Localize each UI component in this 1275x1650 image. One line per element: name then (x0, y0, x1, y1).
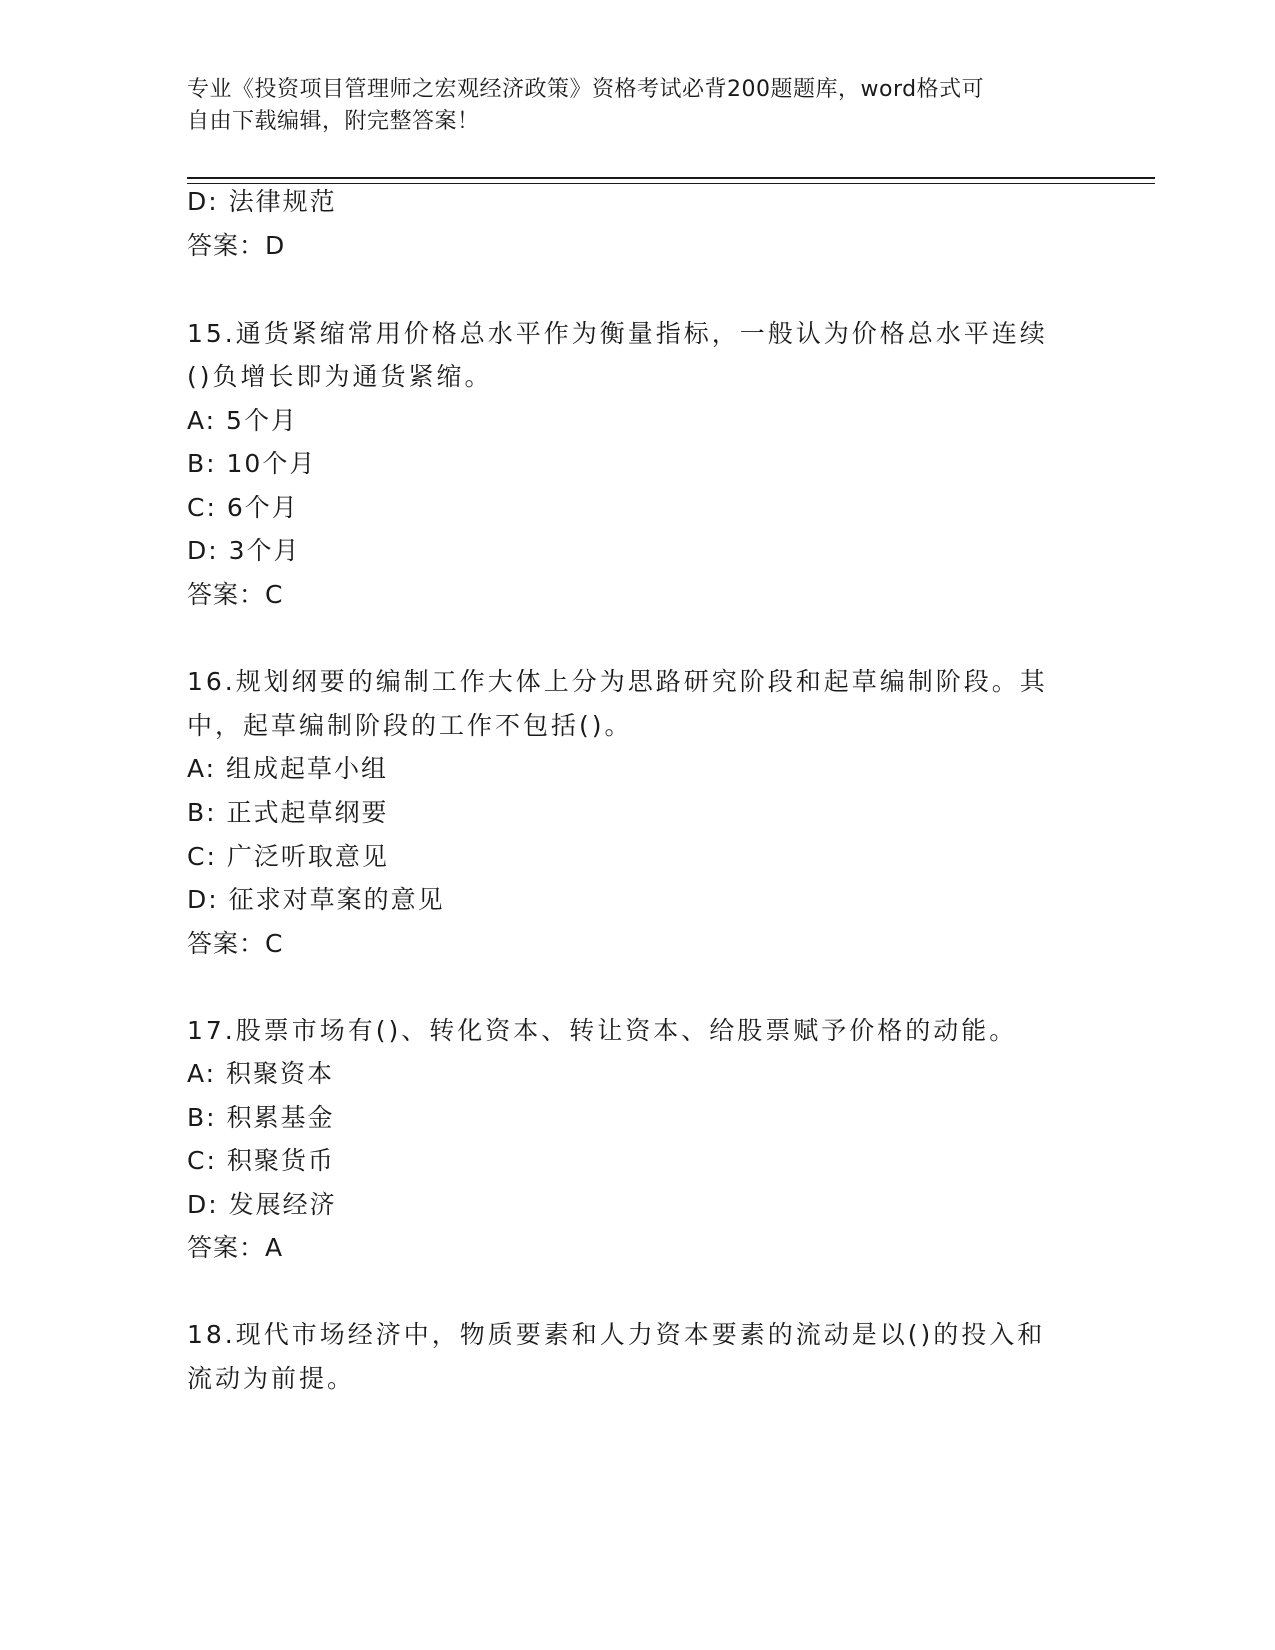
q16-option-d: D: 征求对草案的意见 (187, 885, 445, 914)
document-header (187, 74, 1067, 138)
q18-text-line-1: 18.现代市场经济中，物质要素和人力资本要素的流动是以()的投入和 (187, 1320, 1046, 1349)
q17-text-line-1: 17.股票市场有()、转化资本、转让资本、给股票赋予价格的动能。 (187, 1016, 1018, 1045)
q16-option-c: C: 广泛听取意见 (187, 842, 389, 871)
q16-text-line-1: 16.规划纲要的编制工作大体上分为思路研究阶段和起草编制阶段。其 (187, 667, 1048, 696)
q16-option-b: B: 正式起草纲要 (187, 798, 389, 827)
q15-text-line-1: 15.通货紧缩常用价格总水平作为衡量指标，一般认为价格总水平连续 (187, 319, 1048, 348)
q14-option-d: D: 法律规范 (187, 187, 337, 216)
q15-option-d: D: 3个月 (187, 536, 301, 565)
q15-answer: 答案：C (187, 580, 284, 609)
header-line-2: 自由下载编辑，附完整答案！ (187, 109, 480, 134)
q16-answer: 答案：C (187, 929, 284, 958)
q16-option-a: A: 组成起草小组 (187, 754, 389, 783)
q14-answer: 答案：D (187, 231, 286, 260)
q15-option-a: A: 5个月 (187, 406, 298, 435)
q17-option-d: D: 发展经济 (187, 1190, 337, 1219)
q15-text-line-2: ()负增长即为通货紧缩。 (187, 362, 493, 391)
q15-option-c: C: 6个月 (187, 493, 299, 522)
header-rule-thick (187, 177, 1155, 179)
header-rule-thin (187, 183, 1155, 184)
q17-option-a: A: 积聚资本 (187, 1059, 335, 1088)
q17-answer: 答案：A (187, 1233, 284, 1262)
header-line-1: 专业《投资项目管理师之宏观经济政策》资格考试必背200题题库，word格式可 (187, 77, 985, 102)
q15-option-b: B: 10个月 (187, 449, 317, 478)
q16-text-line-2: 中，起草编制阶段的工作不包括()。 (187, 711, 633, 740)
q17-option-b: B: 积累基金 (187, 1103, 335, 1132)
q17-option-c: C: 积聚货币 (187, 1146, 335, 1175)
q18-text-line-2: 流动为前提。 (187, 1364, 356, 1393)
